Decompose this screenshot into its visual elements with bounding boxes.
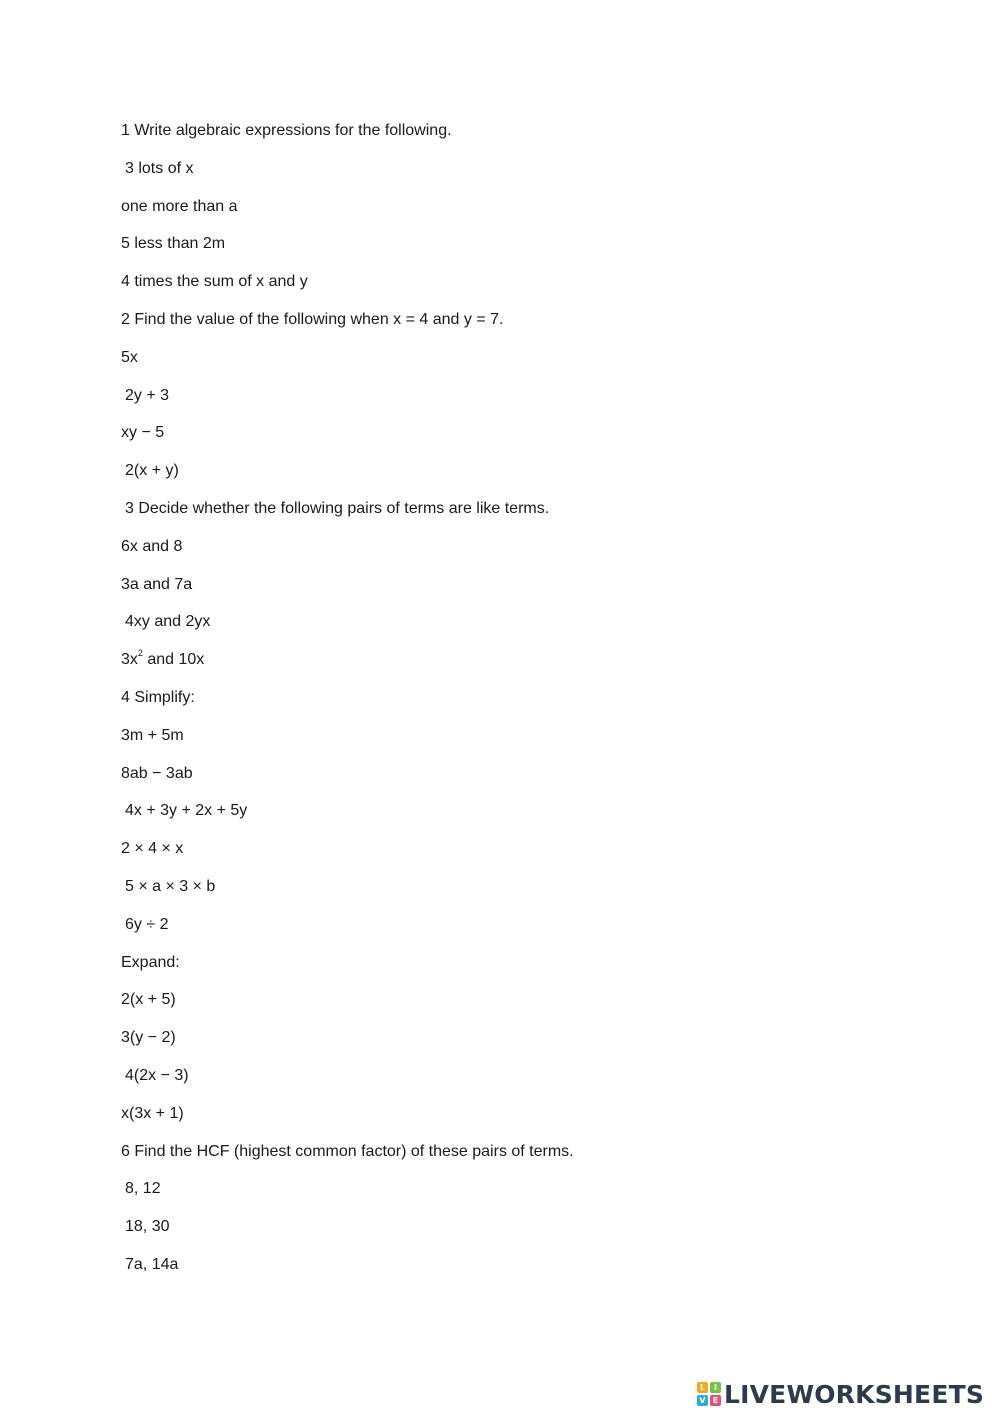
line-text: 3(y − 2): [121, 1029, 176, 1047]
worksheet-line: [121, 309, 881, 347]
worksheet-line: [121, 1103, 881, 1141]
worksheet-line: [121, 233, 881, 271]
line-text: 3x: [121, 651, 138, 669]
worksheet-line: [121, 536, 881, 574]
line-text: 8ab − 3ab: [121, 764, 193, 782]
line-text: 4(2x − 3): [125, 1066, 189, 1084]
line-text: xy − 5: [121, 424, 165, 442]
worksheet-line: [121, 914, 881, 952]
worksheet-line: [121, 989, 881, 1027]
line-text: 2 × 4 × x: [121, 840, 184, 858]
worksheet-line: [121, 725, 881, 763]
worksheet-line: [121, 1178, 881, 1216]
line-text: 4 Simplify:: [121, 688, 195, 706]
liveworksheets-brand: [697, 1377, 984, 1411]
worksheet-line: [121, 347, 881, 385]
line-text: 7a, 14a: [125, 1255, 179, 1273]
logo-tile: V: [697, 1395, 708, 1406]
line-text: 3 Decide whether the following pairs of terms are like terms.: [125, 499, 550, 517]
line-text-continued: and 10x: [142, 651, 205, 669]
worksheet: [121, 120, 881, 1292]
worksheet-line: [121, 876, 881, 914]
worksheet-line: [121, 763, 881, 801]
worksheet-line: [121, 120, 881, 158]
worksheet-line: [121, 1141, 881, 1179]
line-text: 2y + 3: [125, 386, 170, 404]
line-text: 6 Find the HCF (highest common factor) of these pairs of terms.: [121, 1142, 574, 1160]
worksheet-line: [121, 838, 881, 876]
worksheet-line: [121, 611, 881, 649]
worksheet-line: [121, 687, 881, 725]
worksheet-line: [121, 385, 881, 423]
line-text: 2(x + y): [125, 462, 179, 480]
line-text: 3m + 5m: [121, 726, 184, 744]
line-text: x(3x + 1): [121, 1104, 184, 1122]
worksheet-line: [121, 1216, 881, 1254]
line-text: 4x + 3y + 2x + 5y: [125, 802, 248, 820]
logo-tile: I: [710, 1382, 721, 1393]
worksheet-line: [121, 498, 881, 536]
line-text: 6x and 8: [121, 537, 183, 555]
worksheet-line: [121, 158, 881, 196]
line-text: 5x: [121, 348, 138, 366]
line-text: 4 times the sum of x and y: [121, 273, 308, 291]
line-text: 4xy and 2yx: [125, 613, 211, 631]
worksheet-line: [121, 649, 881, 687]
line-text: 18, 30: [125, 1218, 170, 1236]
logo-tile: E: [710, 1395, 721, 1406]
line-text: 2 Find the value of the following when x = 4 and y = 7.: [121, 310, 504, 328]
line-text: 1 Write algebraic expressions for the following.: [121, 122, 452, 139]
line-text: 2(x + 5): [121, 991, 176, 1009]
worksheet-line: [121, 271, 881, 309]
worksheet-line: [121, 952, 881, 990]
worksheet-line: [121, 422, 881, 460]
superscript-exponent: 2: [137, 648, 143, 659]
line-text: 3 lots of x: [125, 159, 194, 177]
line-text: 5 less than 2m: [121, 235, 226, 253]
worksheet-line: [121, 1065, 881, 1103]
liveworksheets-logo-icon: [697, 1382, 721, 1406]
worksheet-line: [121, 196, 881, 234]
logo-tile: L: [697, 1382, 708, 1393]
worksheet-line: [121, 460, 881, 498]
line-text: one more than a: [121, 197, 238, 215]
worksheet-line: [121, 800, 881, 838]
worksheet-line: [121, 574, 881, 612]
worksheet-line: [121, 1254, 881, 1292]
line-text: 5 × a × 3 × b: [125, 877, 216, 895]
line-text: 3a and 7a: [121, 575, 193, 593]
brand-name: LIVEWORKSHEETS: [724, 1379, 985, 1409]
line-text: 6y ÷ 2: [125, 915, 169, 933]
line-text: 8, 12: [125, 1180, 161, 1198]
worksheet-line: [121, 1027, 881, 1065]
line-text: Expand:: [121, 953, 180, 971]
